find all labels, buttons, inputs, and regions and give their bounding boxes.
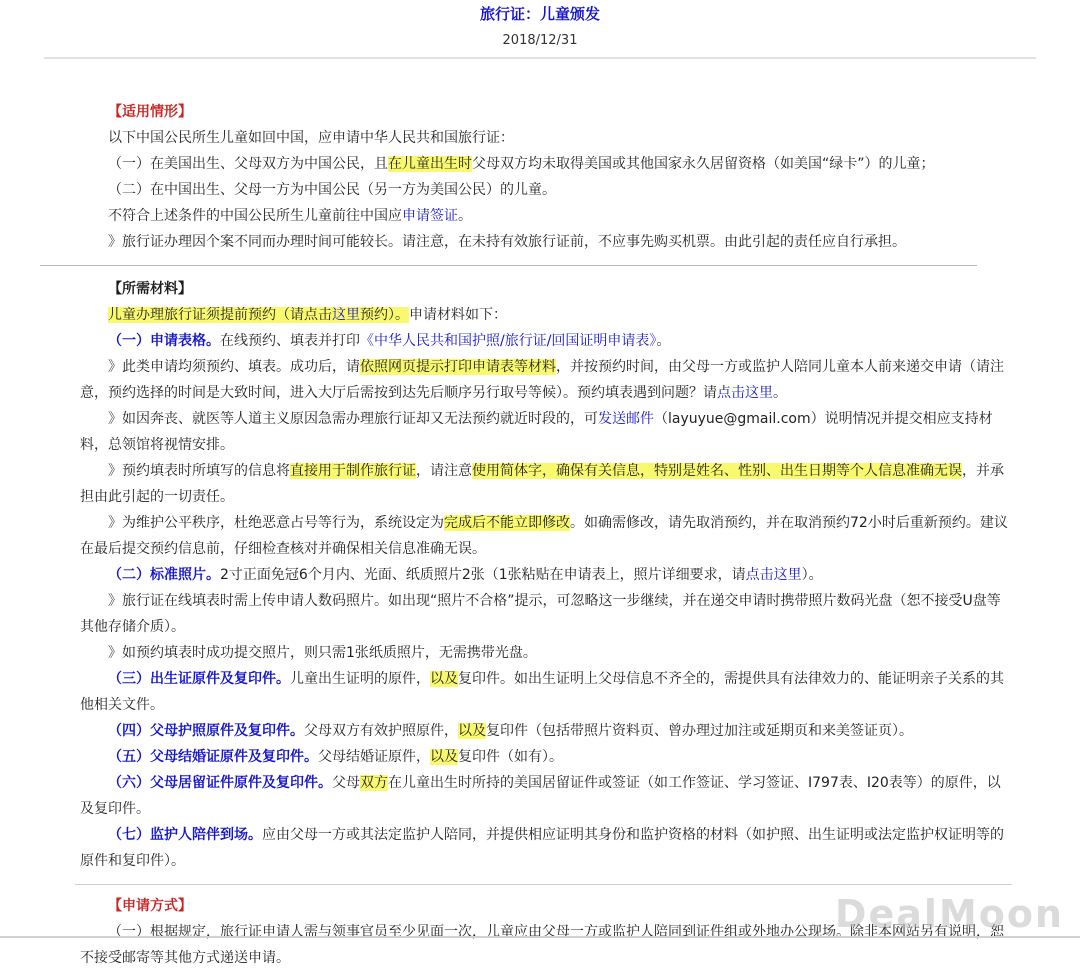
text-run: 在儿童出生时所持的美国居留证件或签证（如工作签证、学习签证、I797表、I20表等）的原件，以及复印件。 bbox=[80, 775, 1001, 817]
section-heading-required-materials bbox=[80, 276, 1010, 302]
item-label: （七）监护人陪伴到场。 bbox=[108, 827, 262, 843]
highlighted-text: 以及 bbox=[430, 749, 458, 765]
highlighted-text: 预约）。 bbox=[360, 307, 409, 323]
highlighted-text: 双方 bbox=[360, 775, 388, 791]
item-label: （二）标准照片。 bbox=[108, 567, 220, 583]
section-heading-label: 【适用情形】 bbox=[108, 104, 192, 120]
text-run: 》预约填表时所填写的信息将 bbox=[108, 463, 290, 479]
text-run: （二）在中国出生、父母一方为中国公民（另一方为美国公民）的儿童。 bbox=[108, 182, 556, 198]
link[interactable]: 《中华人民共和国护照/旅行证/回国证明申请表》 bbox=[360, 333, 657, 349]
link[interactable]: 发送邮件 bbox=[598, 411, 654, 427]
text-run: 以下中国公民所生儿童如回中国，应申请中华人民共和国旅行证： bbox=[108, 130, 514, 146]
list-item bbox=[80, 919, 1010, 971]
item-label: （六）父母居留证件原件及复印件。 bbox=[108, 775, 332, 791]
note-paragraph bbox=[80, 510, 1010, 562]
text-run: 复印件（如有）。 bbox=[458, 749, 563, 765]
item-label: （四）父母护照原件及复印件。 bbox=[108, 723, 304, 739]
text-run: （layuyue@gmail.com）说明情况并提交相应支持材料，总领馆将视情安排。 bbox=[80, 411, 993, 453]
note-paragraph bbox=[80, 406, 1010, 458]
text-run: 儿童出生证明的原件， bbox=[290, 671, 430, 687]
highlighted-text: 使用简体字，确保有关信息，特别是姓名、性别、出生日期等个人信息准确无误 bbox=[472, 463, 962, 479]
text-run: 。 bbox=[656, 333, 671, 349]
text-run: 》如预约填表时成功提交照片，则只需1张纸质照片，无需携带光盘。 bbox=[108, 645, 537, 661]
text-run: （一）根据规定，旅行证申请人需与领事官员至少见面一次，儿童应由父母一方或监护人陪同到证件组或外地办公现场。除非本网站另有说明，恕不接受邮寄等其他方式递送申请。 bbox=[80, 924, 1004, 966]
text-run: 》旅行证办理因个案不同而办理时间可能较长。请注意，在未持有效旅行证前，不应事先购买机票。由此引起的责任应自行承担。 bbox=[108, 234, 906, 250]
highlighted-text: 完成后不能立即修改 bbox=[444, 515, 570, 531]
highlighted-text: 依照网页提示打印申请表等材料 bbox=[360, 359, 556, 375]
item-label: （一）申请表格。 bbox=[108, 333, 220, 349]
highlighted-text: 在儿童出生时 bbox=[388, 156, 472, 172]
text-run: ）。 bbox=[801, 567, 823, 583]
text-run: 。 bbox=[773, 385, 787, 401]
link[interactable]: 申请签证 bbox=[402, 208, 458, 224]
note-paragraph bbox=[80, 588, 1010, 640]
list-item bbox=[80, 718, 1010, 744]
list-item bbox=[80, 177, 1010, 203]
text-run: ，并承担由此引起的一切责任。 bbox=[80, 463, 1004, 505]
item-label: （三）出生证原件及复印件。 bbox=[108, 671, 290, 687]
text-run: 不符合上述条件的中国公民所生儿童前往中国应 bbox=[108, 208, 402, 224]
link[interactable]: 点击这里 bbox=[717, 385, 773, 401]
text-run: （一）在美国出生、父母双方为中国公民，且 bbox=[108, 156, 388, 172]
note-paragraph bbox=[80, 640, 1010, 666]
text-run: 复印件。如出生证明上父母信息不齐全的，需提供具有法律效力的、能证明亲子关系的其他相关文件。 bbox=[80, 671, 1004, 713]
document-body bbox=[0, 59, 1080, 971]
paragraph bbox=[80, 302, 1010, 328]
text-run: 。 bbox=[458, 208, 472, 224]
list-item bbox=[80, 770, 1010, 822]
text-run: 复印件（包括带照片资料页、曾办理过加注或延期页和来美签证页）。 bbox=[486, 723, 913, 739]
text-run: 2寸正面免冠6个月内、光面、纸质照片2张（1张粘贴在申请表上，照片详细要求，请 bbox=[220, 567, 746, 583]
text-run: ，并按预约时间，由父母一方或监护人陪同儿童本人前来递交申请（请注意，预约选择的时间是大致时间，进入大厅后需按到达先后顺序另行取号等候）。预约填表遇到问题？请 bbox=[80, 359, 1004, 401]
text-run: 父母 bbox=[332, 775, 360, 791]
highlighted-text: 直接用于制作旅行证 bbox=[290, 463, 416, 479]
text-run: 父母双方有效护照原件， bbox=[304, 723, 458, 739]
dealmoon-watermark: DealMoon bbox=[834, 892, 1064, 936]
text-run: 父母双方均未取得美国或其他国家永久居留资格（如美国“绿卡”）的儿童； bbox=[472, 156, 935, 172]
text-run: ，请注意 bbox=[416, 463, 472, 479]
note-paragraph bbox=[80, 458, 1010, 510]
list-item bbox=[80, 151, 1010, 177]
list-item bbox=[80, 666, 1010, 718]
note-paragraph bbox=[80, 354, 1010, 406]
page-header bbox=[0, 0, 1080, 48]
paragraph bbox=[80, 203, 1010, 229]
text-run: 》旅行证在线填表时需上传申请人数码照片。如出现“照片不合格”提示，可忽略这一步继续，并在递交申请时携带照片数码光盘（恕不接受U盘等其他存储介质）。 bbox=[80, 593, 1001, 635]
text-run: 》为维护公平秩序，杜绝恶意占号等行为，系统设定为 bbox=[108, 515, 444, 531]
section-separator bbox=[40, 265, 977, 266]
text-run: 》此类申请均须预约、填表。成功后，请 bbox=[108, 359, 360, 375]
section-heading-applicable-situations bbox=[80, 99, 1010, 125]
bottom-separator bbox=[0, 936, 1080, 938]
text-run: 申请材料如下： bbox=[409, 307, 507, 323]
page-date: 2018/12/31 bbox=[502, 33, 578, 48]
text-run: 在线预约、填表并打印 bbox=[220, 333, 360, 349]
section-heading-label: 【申请方式】 bbox=[108, 898, 192, 914]
link[interactable]: 点击这里 bbox=[745, 567, 802, 583]
text-run: 》如因奔丧、就医等人道主义原因急需办理旅行证却又无法预约就近时段的，可 bbox=[108, 411, 598, 427]
text-run: 父母结婚证原件， bbox=[318, 749, 430, 765]
highlighted-text: 儿童办理旅行证须提前预约（请点击 bbox=[108, 307, 332, 323]
list-item bbox=[80, 562, 1010, 588]
list-item bbox=[80, 822, 1010, 874]
section-heading-how-to-apply bbox=[80, 893, 1010, 919]
section-heading-label: 【所需材料】 bbox=[108, 281, 192, 297]
highlighted-text: 以及 bbox=[458, 723, 486, 739]
text-run: 应由父母一方或其法定监护人陪同，并提供相应证明其身份和监护资格的材料（如护照、出生证明或法定监护权证明等的原件和复印件）。 bbox=[80, 827, 1004, 869]
highlighted-text: 以及 bbox=[430, 671, 458, 687]
paragraph bbox=[80, 125, 1010, 151]
text-run: 。如确需修改，请先取消预约，并在取消预约72小时后重新预约。建议在最后提交预约信息前，仔细检查核对并确保相关信息准确无误。 bbox=[80, 515, 1008, 557]
page-title: 旅行证：儿童颁发 bbox=[479, 5, 600, 23]
note-paragraph bbox=[80, 229, 1010, 255]
link[interactable]: 这里 bbox=[332, 307, 360, 323]
section-separator bbox=[75, 884, 1012, 885]
list-item bbox=[80, 744, 1010, 770]
item-label: （五）父母结婚证原件及复印件。 bbox=[108, 749, 318, 765]
list-item bbox=[80, 328, 1010, 354]
